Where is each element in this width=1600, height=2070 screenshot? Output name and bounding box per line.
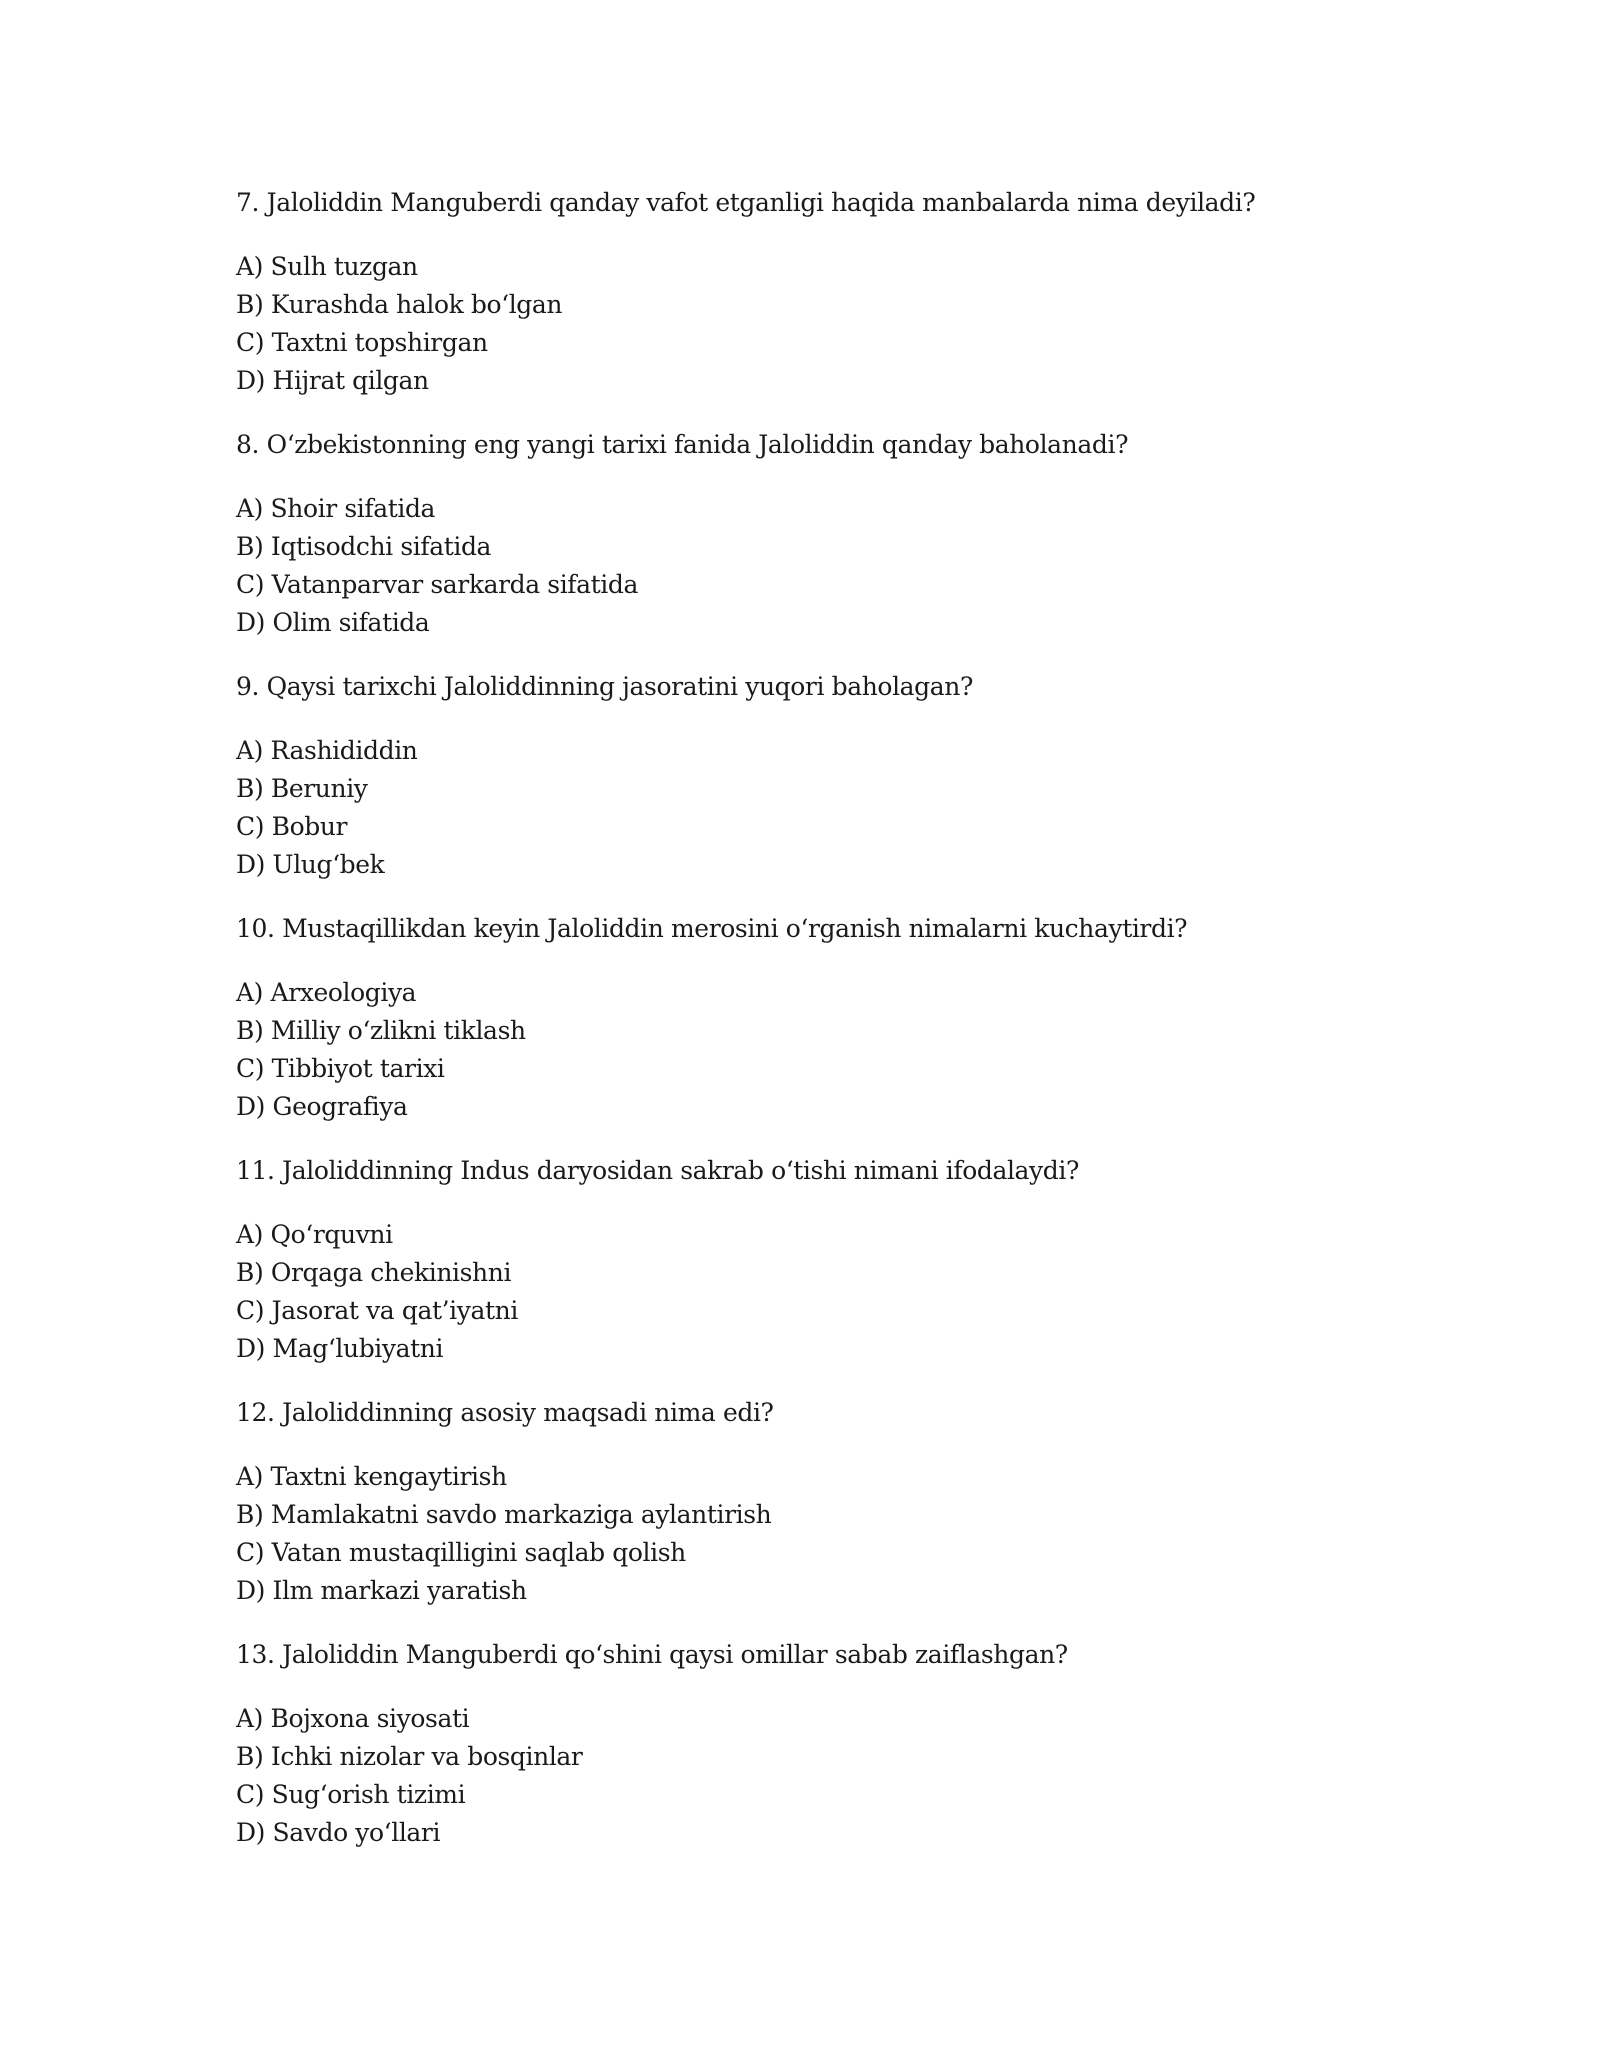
question-text: 13. Jaloliddin Manguberdi qo‘shini qaysi omillar sabab zaiflashgan? <box>236 1640 1068 1669</box>
answer-option-c: C) Bobur <box>236 812 348 841</box>
answer-option-a: A) Sulh tuzgan <box>236 252 418 281</box>
question-item <box>236 1394 1476 1636</box>
question-item <box>236 910 1476 1152</box>
answer-option-a: A) Qo‘rquvni <box>236 1220 393 1249</box>
question-item <box>236 1152 1476 1394</box>
answer-option-c: C) Vatanparvar sarkarda sifatida <box>236 570 639 599</box>
answer-option-c: C) Taxtni topshirgan <box>236 328 488 357</box>
question-item <box>236 1636 1476 1878</box>
question-item <box>236 426 1476 668</box>
answer-option-d: D) Olim sifatida <box>236 608 430 637</box>
answer-option-b: B) Kurashda halok bo‘lgan <box>236 290 563 319</box>
question-text: 11. Jaloliddinning Indus daryosidan sakrab o‘tishi nimani ifodalaydi? <box>236 1156 1079 1185</box>
answer-option-b: B) Orqaga chekinishni <box>236 1258 512 1287</box>
answer-option-c: C) Jasorat va qat’iyatni <box>236 1296 518 1325</box>
answer-option-a: A) Taxtni kengaytirish <box>236 1462 507 1491</box>
answer-option-b: B) Ichki nizolar va bosqinlar <box>236 1742 583 1771</box>
answer-option-c: C) Vatan mustaqilligini saqlab qolish <box>236 1538 686 1567</box>
answer-option-d: D) Hijrat qilgan <box>236 366 429 395</box>
answer-option-c: C) Tibbiyot tarixi <box>236 1054 445 1083</box>
answer-option-d: D) Ilm markazi yaratish <box>236 1576 527 1605</box>
question-text: 12. Jaloliddinning asosiy maqsadi nima edi? <box>236 1398 774 1427</box>
question-text: 7. Jaloliddin Manguberdi qanday vafot etganligi haqida manbalarda nima deyiladi? <box>236 188 1256 217</box>
answer-option-c: C) Sug‘orish tizimi <box>236 1780 466 1809</box>
question-item <box>236 184 1476 426</box>
question-text: 9. Qaysi tarixchi Jaloliddinning jasoratini yuqori baholagan? <box>236 672 973 701</box>
answer-option-a: A) Bojxona siyosati <box>236 1704 470 1733</box>
answer-option-a: A) Shoir sifatida <box>236 494 436 523</box>
answer-option-d: D) Ulug‘bek <box>236 850 385 879</box>
question-text: 10. Mustaqillikdan keyin Jaloliddin merosini o‘rganish nimalarni kuchaytirdi? <box>236 914 1188 943</box>
answer-option-b: B) Iqtisodchi sifatida <box>236 532 492 561</box>
quiz-questions <box>236 184 1476 1878</box>
answer-option-b: B) Milliy o‘zlikni tiklash <box>236 1016 526 1045</box>
answer-option-a: A) Arxeologiya <box>236 978 417 1007</box>
answer-option-d: D) Mag‘lubiyatni <box>236 1334 444 1363</box>
answer-option-b: B) Beruniy <box>236 774 368 803</box>
answer-option-d: D) Geografiya <box>236 1092 408 1121</box>
question-item <box>236 668 1476 910</box>
question-text: 8. O‘zbekistonning eng yangi tarixi fanida Jaloliddin qanday baholanadi? <box>236 430 1129 459</box>
answer-option-a: A) Rashididdin <box>236 736 418 765</box>
answer-option-b: B) Mamlakatni savdo markaziga aylantirish <box>236 1500 772 1529</box>
answer-option-d: D) Savdo yo‘llari <box>236 1818 441 1847</box>
